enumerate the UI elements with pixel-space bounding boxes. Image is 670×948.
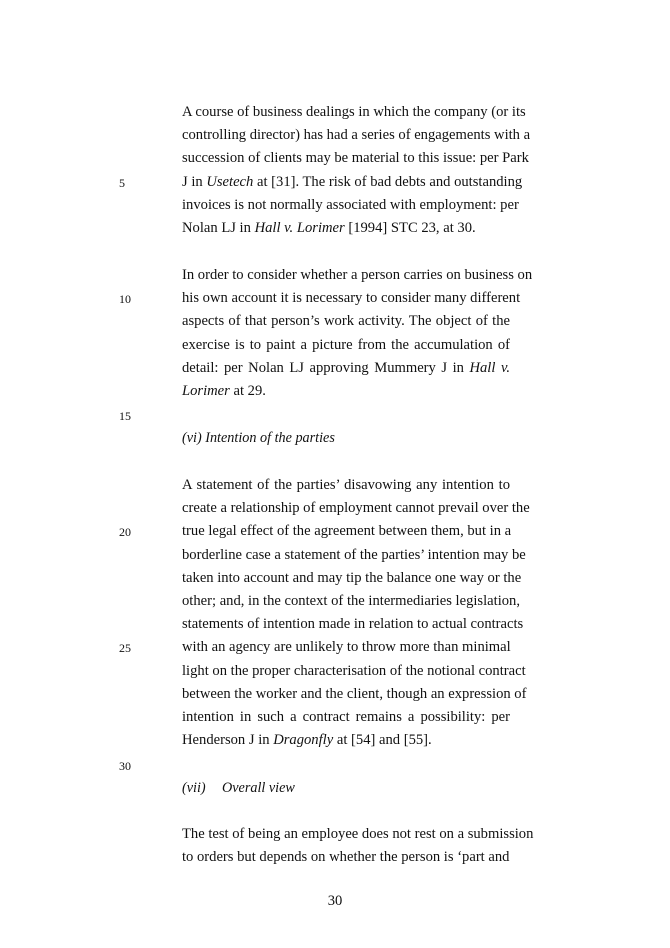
text-run: between the worker and the client, though an expression of — [182, 685, 527, 702]
text-run: In order to consider whether a person carries on business on — [182, 267, 533, 283]
text-run: taken into account and may tip the balance one way or the — [182, 569, 522, 586]
text-line — [182, 290, 521, 307]
section-heading-overall-view — [182, 780, 295, 797]
text-line — [182, 616, 524, 633]
text-run: statements of intention made in relation to actual contracts — [182, 616, 524, 633]
text-run: [1994] STC 23, at 30. — [344, 220, 476, 236]
text-run: J in — [182, 173, 207, 190]
text-line — [182, 662, 526, 680]
text-run: The test of being an employee does not rest on a submission — [182, 826, 534, 842]
text-line — [182, 313, 510, 330]
text-line — [182, 196, 519, 214]
text-line — [182, 500, 530, 517]
text-line — [182, 709, 510, 726]
text-line — [182, 220, 510, 237]
text-line — [182, 546, 526, 564]
text-run: at 29. — [229, 383, 266, 399]
text-line — [182, 127, 531, 144]
line-number: 20 — [119, 525, 131, 539]
text-run: his own account it is necessary to consider many different — [182, 290, 521, 307]
section-heading-intention — [182, 430, 335, 447]
section-heading-text: (vi) Intention of the parties — [182, 430, 335, 446]
section-heading-text: Overall view — [222, 780, 295, 796]
text-line — [182, 685, 527, 703]
text-line — [182, 267, 533, 284]
text-run: at [31]. The risk of bad debts and outstanding — [253, 173, 523, 190]
text-line — [182, 477, 510, 494]
text-line — [182, 732, 510, 749]
text-line — [182, 337, 510, 354]
text-run: aspects of that person’s work activity. The object of the — [182, 313, 510, 330]
line-number: 15 — [119, 409, 131, 423]
text-line — [182, 569, 522, 587]
text-line — [182, 360, 510, 377]
text-run: at [54] and [55]. — [333, 732, 432, 749]
text-run: A statement of the parties’ disavowing any intention to — [182, 477, 510, 493]
text-run: invoices is not normally associated with employment: per — [182, 196, 519, 213]
text-line — [182, 173, 523, 191]
line-number: 5 — [119, 176, 125, 190]
text-run: exercise is to paint a picture from the accumulation of — [182, 336, 510, 353]
text-run: to orders but depends on whether the person is ‘part and — [182, 849, 510, 866]
text-run: intention in such a contract remains a possibility: per — [182, 709, 510, 725]
text-run: other; and, in the context of the intermediaries legislation, — [182, 593, 520, 609]
text-line — [182, 849, 510, 866]
text-run: Nolan LJ in — [182, 220, 255, 236]
text-line — [182, 150, 529, 167]
line-number: 30 — [119, 759, 131, 773]
text-run: succession of clients may be material to this issue: per Park — [182, 150, 529, 167]
text-run: detail: per Nolan LJ approving Mummery J in — [182, 359, 470, 376]
case-name-italic: Hall v. — [469, 359, 510, 376]
text-line — [182, 826, 534, 843]
page-number: 30 — [327, 893, 343, 909]
case-name-italic: Usetech — [206, 173, 254, 190]
text-run: with an agency are unlikely to throw more than minimal — [182, 639, 511, 656]
text-run: borderline case a statement of the parties’ intention may be — [182, 546, 526, 563]
line-number: 25 — [119, 641, 131, 655]
text-line — [182, 383, 510, 400]
section-heading-number: (vii) — [182, 780, 206, 796]
case-name-italic: Lorimer — [182, 383, 230, 399]
text-line — [182, 639, 510, 656]
text-run: A course of business dealings in which the company (or its — [182, 104, 526, 120]
text-run: Henderson J in — [182, 732, 274, 749]
text-line — [182, 523, 510, 540]
text-run: true legal effect of the agreement between them, but in a — [182, 523, 512, 540]
case-name-italic: Hall v. Lorimer — [254, 220, 345, 236]
text-line — [182, 593, 520, 610]
text-run: light on the proper characterisation of the notional contract — [182, 662, 526, 679]
text-run: controlling director) has had a series of engagements with a — [182, 127, 531, 144]
line-number: 10 — [119, 292, 131, 306]
text-line — [182, 104, 526, 121]
case-name-italic: Dragonfly — [273, 732, 334, 749]
text-run: create a relationship of employment cannot prevail over the — [182, 500, 530, 517]
